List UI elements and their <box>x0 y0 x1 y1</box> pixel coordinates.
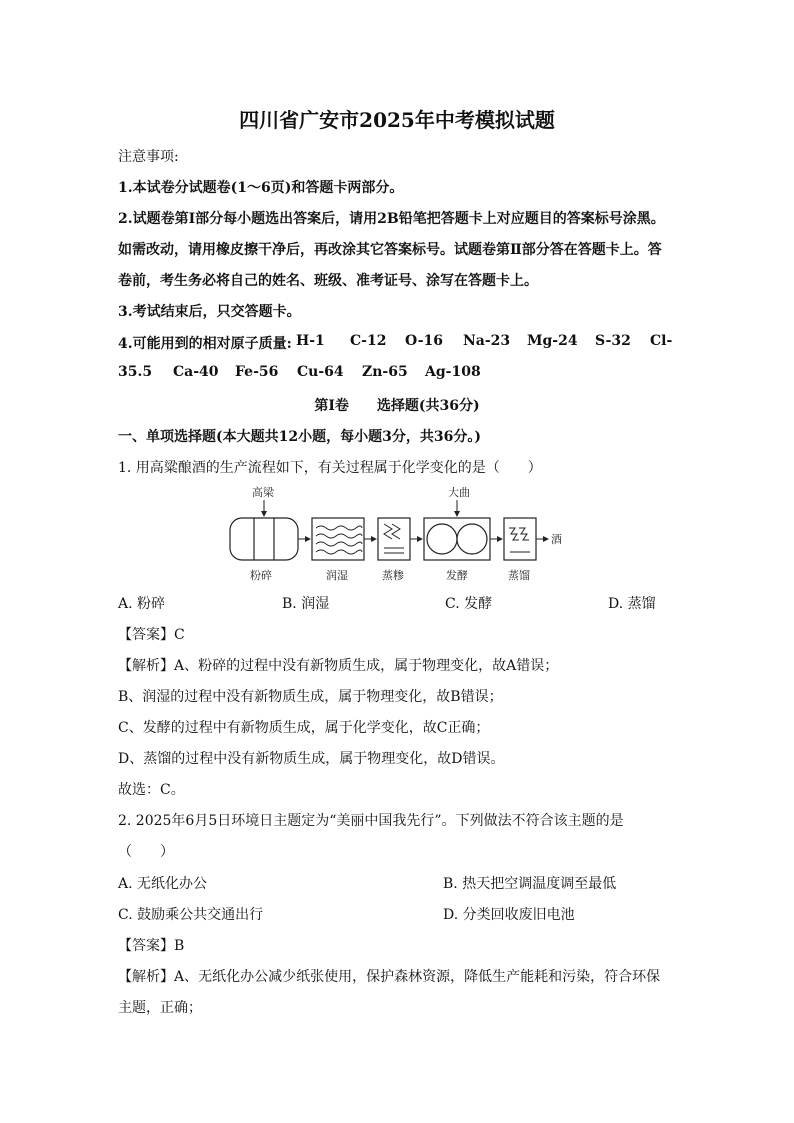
input-label-daqu: 大曲 <box>448 486 470 499</box>
output-label-liquor: 酒 <box>551 533 562 546</box>
input-label-sorghum: 高梁 <box>252 486 274 499</box>
q2-analysis-line-2: 主题，正确； <box>118 1000 202 1016</box>
q2-option-b: B. 热天把空调温度调至最低 <box>443 876 617 892</box>
part-1-title: 第I卷 选择题(共36分) <box>314 398 480 414</box>
notice-item-4-prefix: 4.可能用到的相对原子质量: <box>118 336 292 352</box>
q2-answer: 【答案】B <box>118 938 185 954</box>
atomic-mass: Fe-56 <box>235 364 279 380</box>
step-label: 润湿 <box>326 569 348 582</box>
atomic-mass: S-32 <box>595 333 631 349</box>
q2-option-a: A. 无纸化办公 <box>118 876 208 892</box>
q1-option-a: A. 粉碎 <box>118 596 166 612</box>
question-2-stem-line-2: （ ） <box>118 844 174 860</box>
question-2-stem-line-1: 2. 2025年6月5日环境日主题定为“美丽中国我先行”。下列做法不符合该主题的是 <box>118 813 624 829</box>
atomic-mass: H-1 <box>296 333 325 349</box>
atomic-mass: 35.5 <box>118 364 153 380</box>
step-moistening-icon <box>312 518 364 560</box>
step-label: 蒸糁 <box>382 569 404 582</box>
question-1-stem: 1. 用高粱酿酒的生产流程如下，有关过程属于化学变化的是（ ） <box>118 460 542 476</box>
notice-item-3: 3.考试结束后，只交答题卡。 <box>118 304 301 320</box>
atomic-mass: Ag-108 <box>425 364 481 380</box>
step-label: 发酵 <box>446 569 468 582</box>
q2-option-d: D. 分类回收废旧电池 <box>443 907 575 923</box>
notice-heading: 注意事项: <box>118 149 179 165</box>
brewing-flow-diagram <box>224 484 574 584</box>
atomic-mass: Cl- <box>650 333 673 349</box>
step-label: 粉碎 <box>250 569 272 582</box>
page-title: 四川省广安市2025年中考模拟试题 <box>239 108 555 132</box>
atomic-mass: Mg-24 <box>527 333 578 349</box>
q2-option-c: C. 鼓励乘公共交通出行 <box>118 907 264 923</box>
atomic-mass: Na-23 <box>463 333 511 349</box>
atomic-mass: C-12 <box>350 333 387 349</box>
atomic-mass: O-16 <box>405 333 444 349</box>
q1-analysis-line-4: D、蒸馏的过程中没有新物质生成，属于物理变化，故D错误。 <box>118 751 505 767</box>
section-1-title: 一、单项选择题(本大题共12小题，每小题3分，共36分。) <box>118 429 481 445</box>
step-label: 蒸馏 <box>508 569 530 582</box>
q1-option-d: D. 蒸馏 <box>608 596 656 612</box>
step-crushing-icon <box>230 518 298 560</box>
q1-answer: 【答案】C <box>118 627 185 643</box>
step-steaming-icon <box>378 518 410 560</box>
notice-item-2-line-1: 2.试题卷第I部分每小题选出答案后，请用2B铅笔把答题卡上对应题目的答案标号涂黑。 <box>118 211 665 227</box>
notice-item-2-line-3: 卷前，考生务必将自己的姓名、班级、准考证号、涂写在答题卡上。 <box>118 273 538 289</box>
q1-analysis-line-1: 【解析】A、粉碎的过程中没有新物质生成，属于物理变化，故A错误； <box>118 658 559 674</box>
atomic-mass: Zn-65 <box>362 364 408 380</box>
atomic-mass: Cu-64 <box>297 364 344 380</box>
step-fermenting-icon <box>424 518 490 560</box>
q1-analysis-line-3: C、发酵的过程中有新物质生成，属于化学变化，故C正确； <box>118 720 490 736</box>
q1-conclusion: 故选：C。 <box>118 782 185 798</box>
atomic-mass: Ca-40 <box>173 364 219 380</box>
notice-item-2-line-2: 如需改动，请用橡皮擦干净后，再改涂其它答案标号。试题卷第Ⅱ部分答在答题卡上。答 <box>118 242 662 258</box>
notice-item-1: 1.本试卷分试题卷(1～6页)和答题卡两部分。 <box>118 180 404 196</box>
q2-analysis-line-1: 【解析】A、无纸化办公减少纸张使用，保护森林资源，降低生产能耗和污染，符合环保 <box>118 969 661 985</box>
step-distilling-icon <box>504 518 536 560</box>
q1-option-c: C. 发酵 <box>445 596 493 612</box>
q1-option-b: B. 润湿 <box>282 596 330 612</box>
q1-analysis-line-2: B、润湿的过程中没有新物质生成，属于物理变化，故B错误； <box>118 689 503 705</box>
